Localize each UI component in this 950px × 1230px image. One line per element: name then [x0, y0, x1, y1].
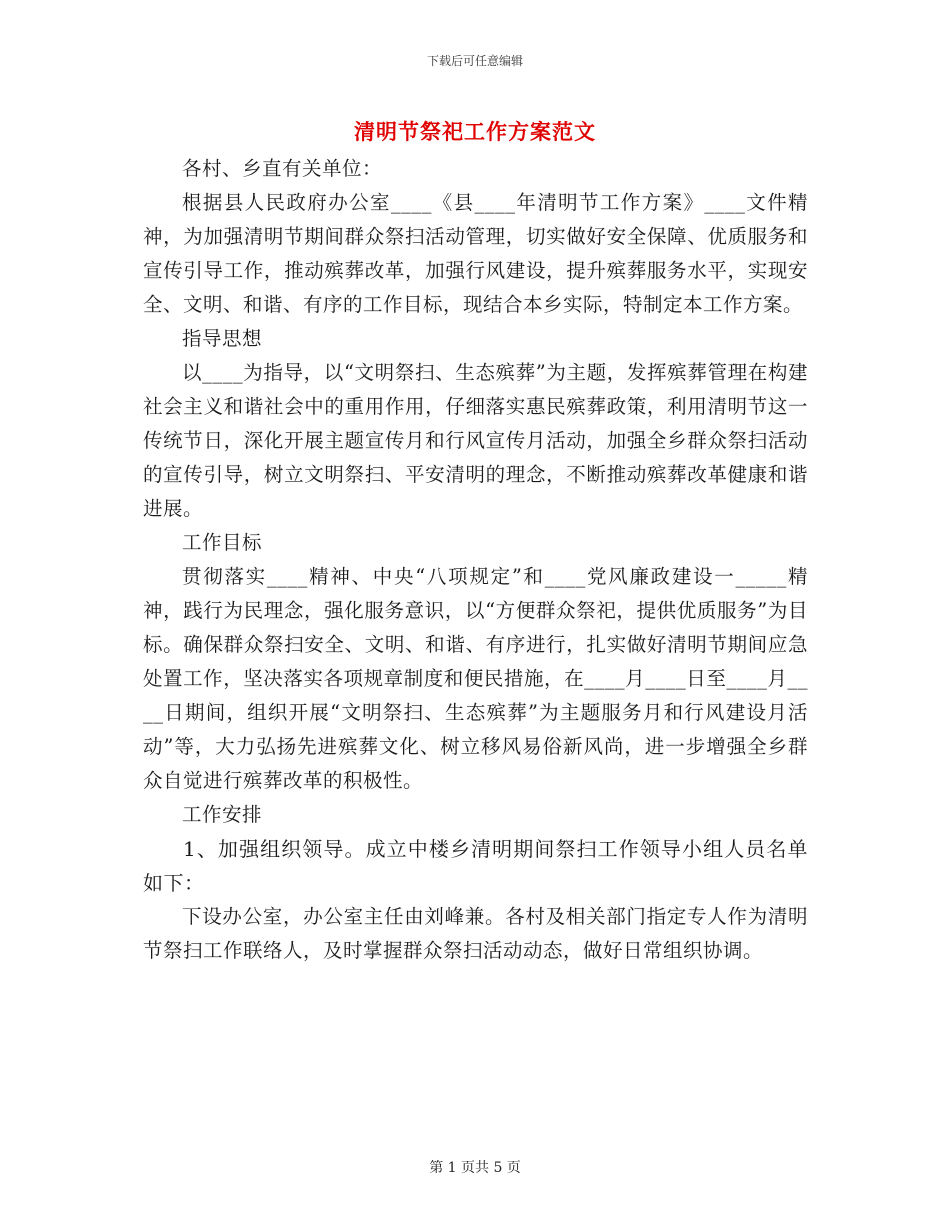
office-paragraph: 下设办公室，办公室主任由刘峰兼。各村及相关部门指定专人作为清明节祭扫工作联络人，及时掌握群众祭扫活动动态，做好日常组织协调。 [143, 905, 808, 962]
page-header: 下载后可任意编辑 [426, 54, 523, 68]
guiding-ideology-paragraph: 以____为指导，以“文明祭扫、生态殡葬”为主题，发挥殡葬管理在构建社会主义和谐社会中的重用作用，仔细落实惠民殡葬政策，利用清明节这一传统节日，深化开展主题宣传月和行风宣传月活动，加强全乡群众祭扫活动的宣传引导，树立文明祭扫、平安清明的理念，不断推动殡葬改革健康和谐进展。 [143, 361, 808, 520]
intro-paragraph: 根据县人民政府办公室____《县____年清明节工作方案》____文件精神，为加强清明节期间群众祭扫活动管理，切实做好安全保障、优质服务和宣传引导工作，推动殡葬改革，加强行风建设，提升殡葬服务水平，实现安全、文明、和谐、有序的工作目标，现结合本乡实际，特制定本工作方案。 [143, 191, 808, 316]
section-heading-work-arrangement: 工作安排 [182, 803, 263, 826]
section-heading-guiding-ideology: 指导思想 [182, 327, 263, 350]
salutation: 各村、乡直有关单位： [182, 157, 383, 180]
section-heading-work-goals: 工作目标 [182, 531, 263, 554]
work-goals-paragraph: 贯彻落实____精神、中央“八项规定”和____党风廉政建设一_____精神，践行为民理念，强化服务意识，以“方便群众祭祀，提供优质服务”为目标。确保群众祭扫安全、文明、和谐、有序进行，扎实做好清明节期间应急处置工作，坚决落实各项规章制度和便民措施，在____月____日至____月____日期间，组织开展“文明祭扫、生态殡葬”为主题服务月和行风建设月活动”等，大力弘扬先进殡葬文化、树立移风易俗新风尚，进一步增强全乡群众自觉进行殡葬改革的积极性。 [143, 565, 808, 792]
document-title: 清明节祭祀工作方案范文 [354, 119, 596, 144]
page-footer: 第 1 页共 5 页 [429, 1160, 521, 1176]
arrangement-item-1: 1、加强组织领导。成立中楼乡清明期间祭扫工作领导小组人员名单如下： [143, 837, 808, 895]
document-body [143, 152, 808, 968]
